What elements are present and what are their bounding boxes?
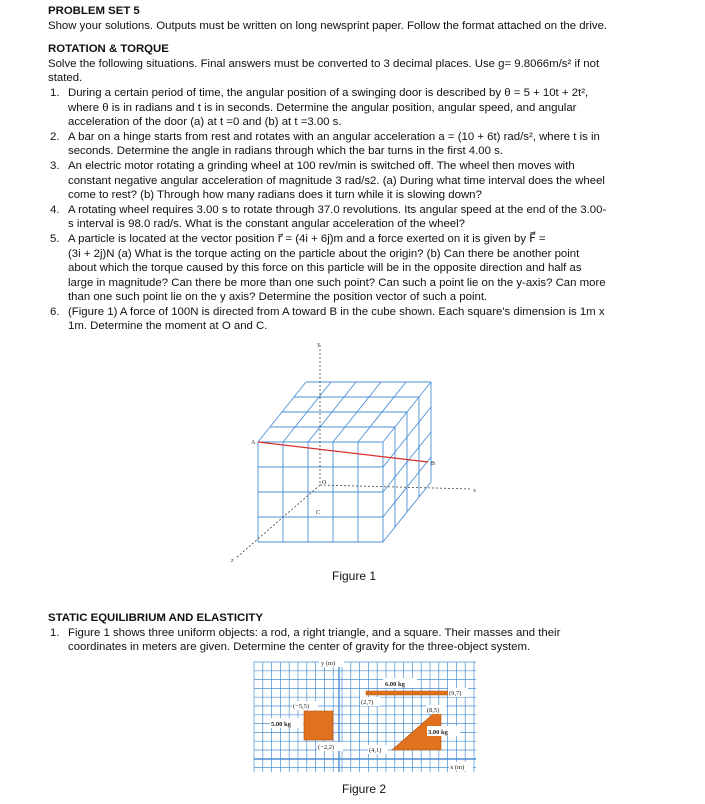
- equilibrium-heading: STATIC EQUILIBRIUM AND ELASTICITY: [48, 612, 263, 624]
- square-corner-2-label: (−2,2): [318, 744, 335, 751]
- figure-1-caption: Figure 1: [332, 569, 377, 583]
- problem-1: [48, 86, 658, 130]
- problem-number: 3.: [50, 159, 60, 172]
- problem-line: large in magnitude? Can there be more than one such point? Can such a point lie on the y-axis? Can more: [68, 276, 606, 289]
- problem-2: [48, 130, 658, 159]
- document-page: [48, 0, 658, 334]
- problem-line: A particle is located at the vector position r⃗ = (4i + 6j)m and a force exerted on it is given by F⃗ =: [68, 232, 546, 245]
- problem-line: A bar on a hinge starts from rest and rotates with an angular acceleration a = (10 + 6t) rad/s², where t is in: [68, 130, 600, 143]
- triangle-corner-label: (4,1): [369, 747, 382, 754]
- figure-1-cube: [225, 336, 485, 568]
- problem-number: 4.: [50, 203, 60, 216]
- cube-grid: [258, 382, 431, 542]
- x-axis-label: x (m): [450, 764, 465, 771]
- point-c-label: C: [316, 510, 321, 516]
- equilibrium-problem-list: [48, 626, 658, 655]
- triangle-mass-label: 3.00 kg: [428, 729, 448, 736]
- problem-number: 2.: [50, 130, 60, 143]
- problem-line: seconds. Determine the angle in radians through which the bar turns in the first 4.00 s.: [68, 145, 503, 158]
- problem-line: A rotating wheel requires 3.00 s to rotate through 37.0 revolutions. Its angular speed at the end of the 3.00-: [68, 203, 607, 216]
- problem-line: 1m. Determine the moment at O and C.: [68, 320, 268, 333]
- force-line-ab: [258, 442, 428, 462]
- rotation-heading: ROTATION & TORQUE: [48, 43, 169, 56]
- point-o-label: O: [322, 480, 327, 486]
- problem-line: (Figure 1) A force of 100N is directed from A toward B in the cube shown. Each square's dimension is 1m x: [68, 305, 605, 318]
- z-axis: [236, 485, 320, 558]
- figure-2-grid: [250, 656, 480, 780]
- problem-line: where θ is in radians and t is in seconds. Determine the angular position, angular speed, and angular: [68, 101, 577, 114]
- rotation-intro-1: Solve the following situations. Final answers must be converted to 3 decimal places. Use g= 9.8066m/s² if not: [48, 57, 600, 70]
- problem-line: acceleration of the door (a) at t =0 and (b) at t =3.00 s.: [68, 116, 342, 129]
- problem-line: s interval is 98.0 rad/s. What is the constant angular acceleration of the wheel?: [68, 218, 465, 231]
- instructions: Show your solutions. Outputs must be written on long newsprint paper. Follow the format attached on the drive.: [48, 19, 608, 32]
- problem-6: [48, 305, 658, 334]
- problem-line: (3i + 2j)N (a) What is the torque acting on the particle about the origin? (b) Can there be another point: [68, 247, 580, 260]
- y-axis-label: y (m): [321, 660, 336, 667]
- point-a-label: A: [251, 440, 256, 446]
- figure-2-caption: Figure 2: [342, 782, 387, 796]
- problem-5: [48, 232, 658, 305]
- axes: [236, 345, 472, 558]
- problem-number: 6.: [50, 305, 60, 318]
- y-axis-label: y: [317, 342, 320, 348]
- z-axis-label: z: [231, 558, 234, 564]
- rod-end-9-7-label: (9,7): [449, 690, 462, 697]
- problem-line: than one such point lie on the y axis? Determine the position vector of such a point.: [68, 291, 488, 304]
- rod-shape: [366, 691, 448, 695]
- problem-number: 1.: [50, 626, 60, 639]
- triangle-top-label: (8,5): [427, 707, 440, 714]
- problem-line: about which the torque caused by this force on this particle will be in the opposite direction and half as: [68, 262, 582, 275]
- page-title: PROBLEM SET 5: [48, 5, 140, 17]
- x-axis-label: x: [473, 488, 476, 494]
- grid-lines: [254, 662, 476, 772]
- equilibrium-section: [48, 611, 658, 655]
- square-corner-label: (−5,5): [293, 703, 310, 710]
- square-shape: [304, 711, 333, 740]
- x-axis: [320, 485, 472, 489]
- problem-line: An electric motor rotating a grinding wheel at 100 rev/min is switched off. The wheel then moves with: [68, 159, 575, 172]
- problem-line: constant negative angular acceleration of magnitude 3 rad/s2. (a) During what time interval does the wheel: [68, 174, 605, 187]
- equilibrium-problem-1: [48, 626, 658, 655]
- problem-4: [48, 203, 658, 232]
- square-mass-label: 5.00 kg: [271, 721, 291, 728]
- problem-line: During a certain period of time, the angular position of a swinging door is described by θ = 5 + 10t + 2t²,: [68, 86, 589, 99]
- rod-mass-label: 6.00 kg: [385, 681, 405, 688]
- problem-line: Figure 1 shows three uniform objects: a rod, a right triangle, and a square. Their masses and their: [68, 626, 561, 639]
- problem-number: 1.: [50, 86, 60, 99]
- rotation-problem-list: [48, 86, 658, 334]
- problem-number: 5.: [50, 232, 60, 245]
- rotation-intro-2: stated.: [48, 72, 83, 85]
- problem-line: coordinates in meters are given. Determine the center of gravity for the three-object system.: [68, 641, 531, 654]
- problem-line: come to rest? (b) Through how many radians does it turn while it is slowing down?: [68, 189, 482, 202]
- point-b-label: B: [431, 461, 436, 467]
- rod-end-2-7-label: (2,7): [361, 699, 374, 706]
- problem-3: [48, 159, 658, 203]
